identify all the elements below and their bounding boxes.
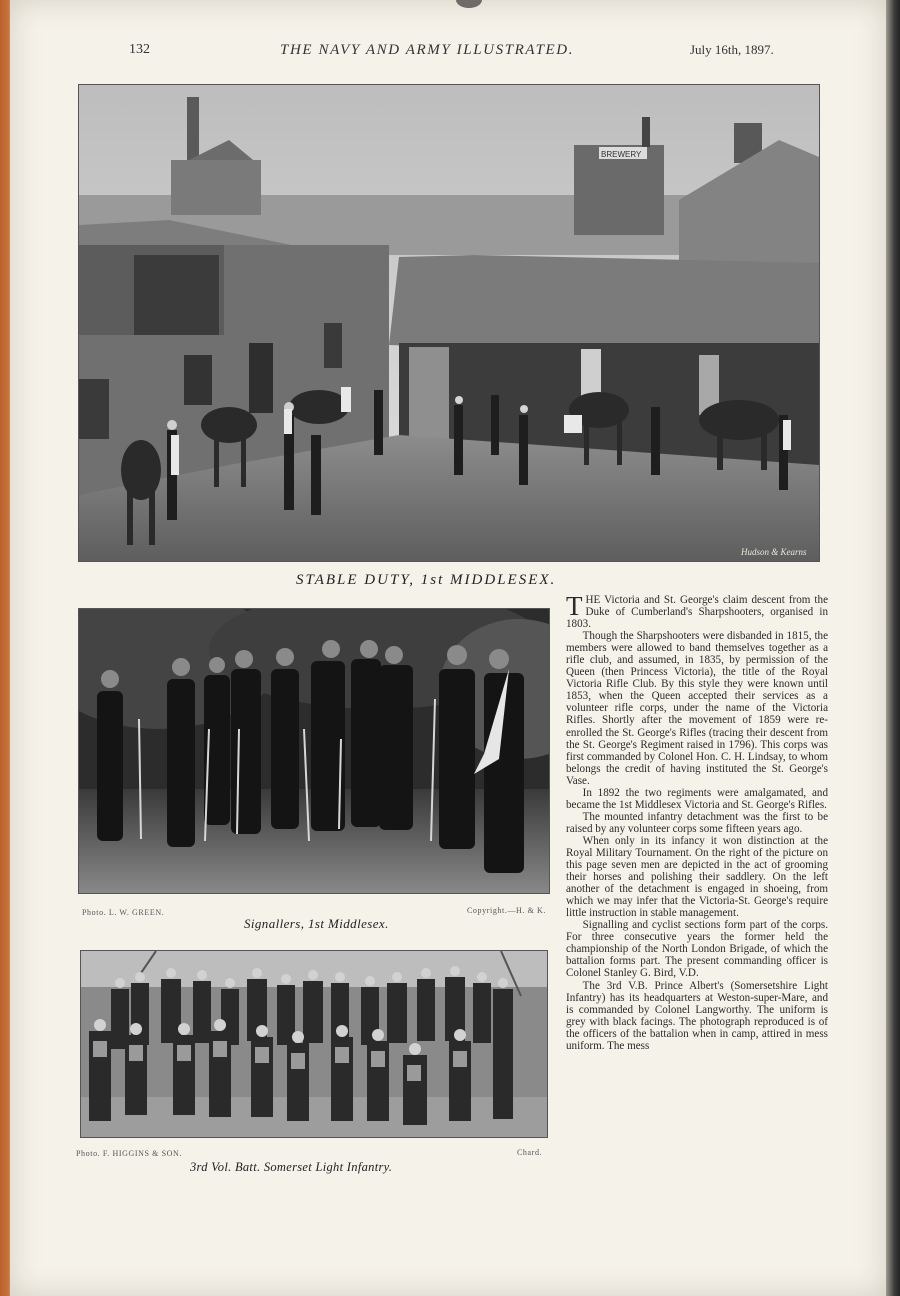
- signallers-image: [79, 609, 549, 893]
- article-paragraph-1: THE Victoria and St. George's claim descent from the Duke of Cumberland's Sharpshooters, organised in 1803.: [566, 591, 828, 631]
- stable-duty-caption: STABLE DUTY, 1st MIDDLESEX.: [296, 572, 557, 588]
- signallers-copyright: Copyright.—H. & K.: [467, 906, 547, 915]
- signallers-photo: [78, 608, 550, 894]
- signallers-photo-credit: Photo. L. W. GREEN.: [82, 908, 165, 917]
- article-paragraph-7: The 3rd V.B. Prince Albert's (Somersetshire Light Infantry) has its headquarters at Weston-super-Mare, and is commanded by Colonel Langworthy. The uniform is grey with black facings. The photograph reproduced is of the officers of the battalion when in camp, attired in mess uniform. The mess: [566, 979, 828, 1052]
- somerset-photo: [80, 950, 548, 1138]
- issue-date: July 16th, 1897.: [690, 42, 774, 57]
- brewery-sign: BREWERY: [601, 150, 642, 159]
- somerset-caption: 3rd Vol. Batt. Somerset Light Infantry.: [190, 1160, 393, 1174]
- drop-cap: T: [566, 591, 583, 621]
- signallers-caption: Signallers, 1st Middlesex.: [244, 916, 389, 931]
- article-paragraph-3: In 1892 the two regiments were amalgamated, and became the 1st Middlesex Victoria and St. George's Rifles.: [566, 786, 828, 811]
- publication-title: THE NAVY AND ARMY ILLUSTRATED.: [280, 42, 575, 58]
- binding-hole: [456, 0, 482, 8]
- somerset-image: [81, 951, 547, 1137]
- page-header: [0, 42, 900, 62]
- stable-duty-image: [79, 85, 819, 561]
- somerset-photo-location: Chard.: [517, 1148, 543, 1157]
- stable-duty-photo: [78, 84, 820, 562]
- article-paragraph-5: When only in its infancy it won distinction at the Royal Military Tournament. On the right of the picture on this page seven men are depicted in the act of grooming their horses and polishing their saddlery. On the left another of the detachment is engaged in shoeing, from which we may infer that the Victoria-St. George's require little instruction in stable management.: [566, 834, 828, 920]
- article-body: [566, 591, 828, 1052]
- article-paragraph-6: Signalling and cyclist sections form part of the corps. For three consecutive years the former held the championship of the North London Brigade, of which the battalion forms part. The present commanding officer is Colonel Stanley G. Bird, V.D.: [566, 919, 828, 980]
- article-paragraph-2: Though the Sharpshooters were disbanded in 1815, the members were allowed to band themselves together as a rifle club, and assumed, in 1835, by permission of the Queen (then Princess Victoria), the title of the Royal Victoria Rifle Club. By this style they were known until 1853, when the Queen accepted their services as a volunteer rifle corps, under the name of the Victoria Rifles. Shortly after the movement of 1859 were re-enrolled the St. George's Rifles (tracing their descent from the St. George's Regiment raised in 1796). This corps was first commanded by Colonel Hon. C. H. Lindsay, to whom belongs the credit of having instituted the St. George's Vase.: [566, 630, 828, 787]
- page-number: 132: [129, 42, 150, 57]
- article-paragraph-4: The mounted infantry detachment was the first to be raised by any volunteer corps some fifteen years ago.: [566, 810, 828, 835]
- photographer-signature: Hudson & Kearns: [741, 547, 807, 557]
- somerset-photo-credit: Photo. F. HIGGINS & SON.: [76, 1149, 182, 1158]
